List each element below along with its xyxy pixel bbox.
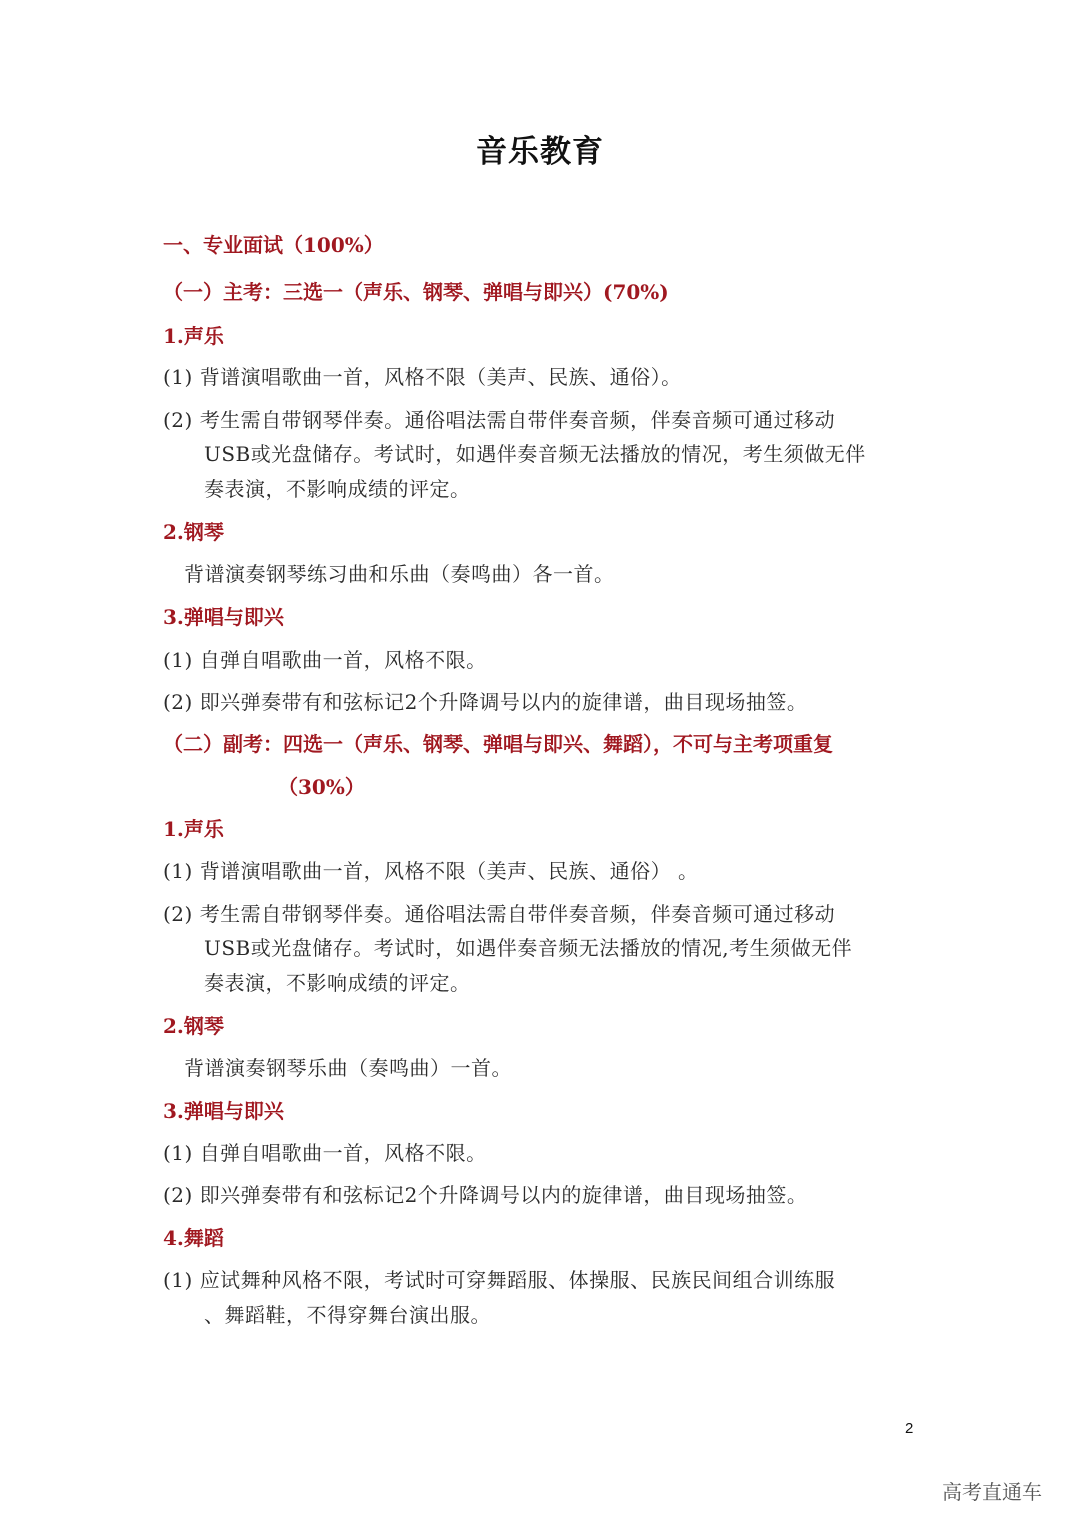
sub-vocal-item1: (1) 背谱演唱歌曲一首，风格不限（美声、民族、通俗） 。 [163, 859, 699, 883]
main-improv-item1: (1) 自弹自唱歌曲一首，风格不限。 [163, 648, 487, 672]
sub-vocal-heading: 1.声乐 [163, 817, 224, 841]
section-heading: 一、专业面试（100%） [163, 233, 384, 257]
main-piano-text: 背谱演奏钢琴练习曲和乐曲（奏鸣曲）各一首。 [184, 562, 615, 586]
main-vocal-item2-line1: (2) 考生需自带钢琴伴奏。通俗唱法需自带伴奏音频，伴奏音频可通过移动 [163, 408, 836, 432]
sub-dance-item1-line2: 、舞蹈鞋，不得穿舞台演出服。 [204, 1303, 491, 1327]
sub-improv-item2: (2) 即兴弹奏带有和弦标记2个升降调号以内的旋律谱，曲目现场抽签。 [163, 1183, 808, 1207]
main-vocal-item2-line3: 奏表演，不影响成绩的评定。 [204, 477, 471, 501]
main-improv-heading: 3.弹唱与即兴 [163, 605, 284, 629]
sub-piano-text: 背谱演奏钢琴乐曲（奏鸣曲）一首。 [184, 1056, 512, 1080]
main-vocal-heading: 1.声乐 [163, 324, 224, 348]
watermark: 高考直通车 [942, 1480, 1042, 1504]
sub-exam-heading-line2: （30%） [278, 775, 365, 799]
sub-vocal-item2-line1: (2) 考生需自带钢琴伴奏。通俗唱法需自带伴奏音频，伴奏音频可通过移动 [163, 902, 836, 926]
sub-improv-item1: (1) 自弹自唱歌曲一首，风格不限。 [163, 1141, 487, 1165]
page-number: 2 [905, 1420, 914, 1437]
sub-vocal-item2-line2: USB或光盘储存。考试时，如遇伴奏音频无法播放的情况,考生须做无伴 [204, 936, 853, 960]
page-title: 音乐教育 [476, 134, 604, 170]
main-vocal-item2-line2: USB或光盘储存。考试时，如遇伴奏音频无法播放的情况，考生须做无伴 [204, 442, 866, 466]
sub-vocal-item2-line3: 奏表演，不影响成绩的评定。 [204, 971, 471, 995]
sub-exam-heading-line1: （二）副考：四选一（声乐、钢琴、弹唱与即兴、舞蹈），不可与主考项重复 [163, 732, 833, 756]
sub-improv-heading: 3.弹唱与即兴 [163, 1099, 284, 1123]
sub-dance-heading: 4.舞蹈 [163, 1226, 224, 1250]
sub-piano-heading: 2.钢琴 [163, 1014, 224, 1038]
main-piano-heading: 2.钢琴 [163, 520, 224, 544]
sub-dance-item1-line1: (1) 应试舞种风格不限，考试时可穿舞蹈服、体操服、民族民间组合训练服 [163, 1268, 836, 1292]
main-improv-item2: (2) 即兴弹奏带有和弦标记2个升降调号以内的旋律谱，曲目现场抽签。 [163, 690, 808, 714]
main-vocal-item1: (1) 背谱演唱歌曲一首，风格不限（美声、民族、通俗）。 [163, 365, 682, 389]
main-exam-heading: （一）主考：三选一（声乐、钢琴、弹唱与即兴）(70%) [163, 280, 669, 304]
